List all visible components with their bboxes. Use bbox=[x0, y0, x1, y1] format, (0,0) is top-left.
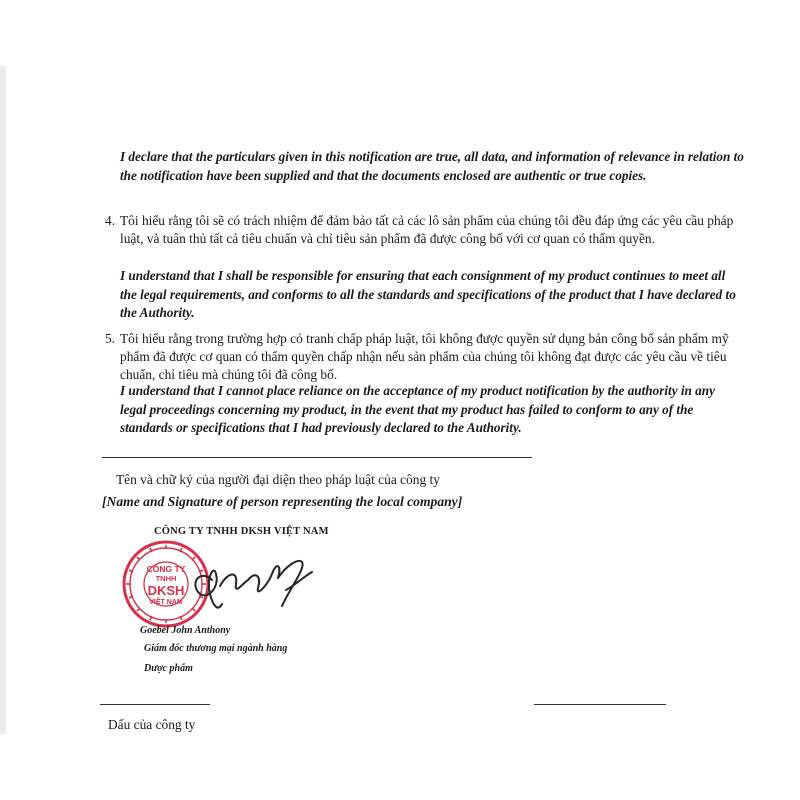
declaration-english-text: I declare that the particulars given in this notification are true, all data, and information of relevance in relation to the notification have been supplied and that the documents enclosed are authentic or true copies. bbox=[120, 149, 744, 183]
company-seal-label: Dấu của công ty bbox=[108, 717, 196, 732]
signature-label-english: [Name and Signature of person representing the local company] bbox=[102, 494, 463, 509]
signature-label-vietnamese: Tên và chữ ký của người đại diện theo pháp luật của công ty bbox=[116, 472, 440, 487]
signer-name: Goebel John Anthony bbox=[140, 625, 231, 636]
svg-text:DKSH: DKSH bbox=[147, 583, 185, 598]
item-5-english-text: I understand that I cannot place reliance on the acceptance of my product notification by the authority in any legal proceedings concerning my product, in the event that my product has failed to conform to any of the standards or specifications that I had previously declared to the Authority. bbox=[120, 383, 715, 436]
seal-divider-right bbox=[534, 704, 666, 705]
svg-text:CÔNG TY: CÔNG TY bbox=[146, 564, 186, 574]
top-margin bbox=[0, 0, 800, 66]
company-name: CÔNG TY TNHH DKSH VIỆT NAM bbox=[154, 526, 329, 537]
item-5-vietnamese-text: Tôi hiểu rằng trong trường hợp có tranh chấp pháp luật, tôi không được quyền sử dụng bản công bố sản phẩm mỹ phẩm đã được cơ quan có thẩm quyền chấp nhận nếu sản phẩm của chúng tôi không đạt được các yêu cầu về tiêu chuẩn, chỉ tiêu mà chúng tôi đã công bố. bbox=[120, 331, 729, 382]
company-stamp-icon bbox=[102, 518, 372, 638]
signer-position: Giám đốc thương mại ngành hàng bbox=[144, 643, 288, 654]
svg-text:VIỆT NAM: VIỆT NAM bbox=[149, 599, 183, 606]
item-4-number: 4. bbox=[105, 213, 116, 228]
signature-stamp-block bbox=[102, 518, 372, 682]
item-4-vietnamese-text: Tôi hiểu rằng tôi sẽ có trách nhiệm để đảm bảo tất cả các lô sản phẩm của chúng tôi đều đáp ứng các yêu cầu pháp luật, và tuân thủ tất cả tiêu chuẩn và chỉ tiêu sản phẩm đã được công bố với cơ quan có thẩm quyền. bbox=[120, 213, 734, 246]
signature-divider bbox=[102, 457, 532, 458]
svg-text:TNHH: TNHH bbox=[155, 574, 177, 583]
signer-department: Dược phẩm bbox=[144, 663, 193, 674]
bottom-margin bbox=[0, 734, 800, 800]
seal-divider-left bbox=[100, 704, 210, 705]
item-5-number: 5. bbox=[105, 331, 116, 346]
item-4-english-text: I understand that I shall be responsible for ensuring that each consignment of my product continues to meet all the legal requirements, and conforms to all the standards and specifications of the product that I have declared to the Authority. bbox=[120, 268, 736, 321]
document-page bbox=[6, 66, 800, 734]
